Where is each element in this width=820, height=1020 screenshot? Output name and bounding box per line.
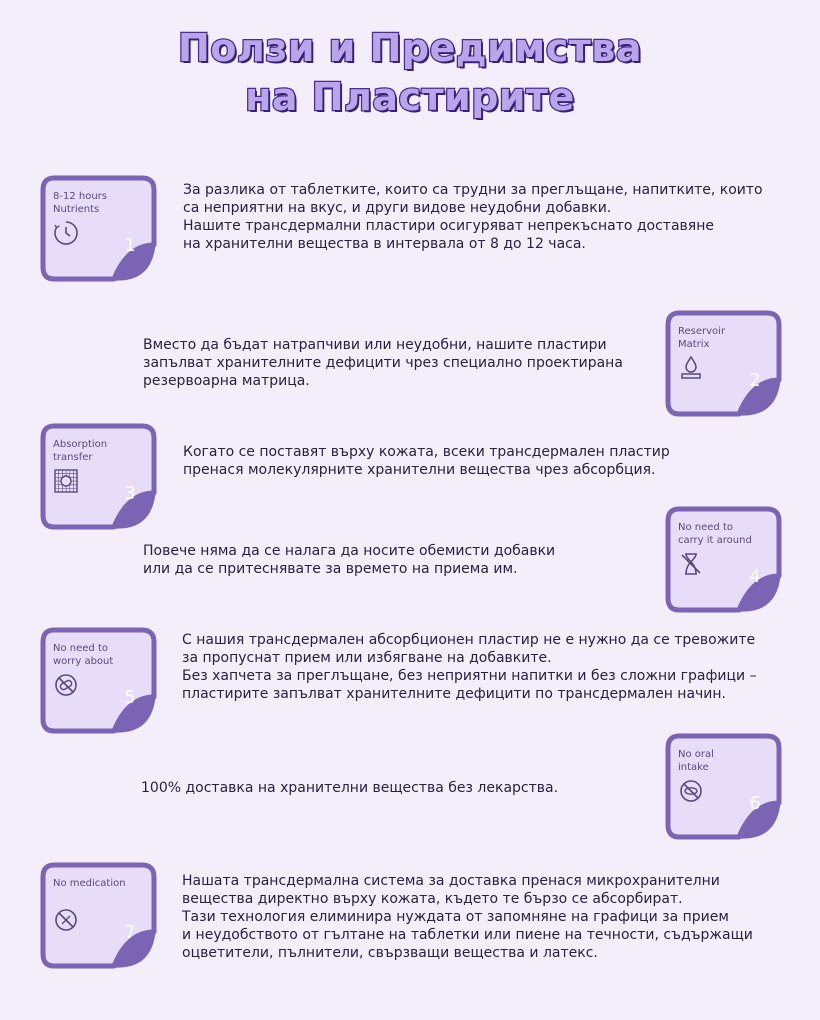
benefit-text-line: 100% доставка на хранителни вещества без лекарства. — [141, 780, 559, 796]
card-label-line: 8-12 hours — [53, 191, 107, 202]
card-number: 1 — [124, 235, 136, 256]
benefit-text-6 — [141, 779, 558, 797]
benefit-text-line: вещества директно върху кожата, където те бързо се абсорбират. — [182, 891, 683, 907]
card-label-line: transfer — [53, 452, 93, 463]
benefit-card-4 — [665, 506, 783, 614]
card-label-line: intake — [678, 762, 709, 773]
benefit-card-3 — [40, 423, 158, 531]
card-label — [53, 438, 149, 464]
benefit-card-5 — [40, 627, 158, 735]
card-number: 2 — [749, 370, 761, 391]
benefit-text-line: Без хапчета за преглъщане, без неприятни напитки и без сложни графици – — [182, 668, 757, 684]
benefit-text-7 — [182, 872, 753, 962]
card-label-line: No medication — [53, 878, 126, 889]
card-label — [53, 877, 149, 890]
card-label — [53, 642, 149, 668]
card-number: 5 — [124, 687, 136, 708]
card-label-line: Absorption — [53, 439, 108, 450]
card-label — [53, 190, 149, 216]
card-label-line: No need to — [53, 643, 108, 654]
card-label — [678, 521, 774, 547]
card-label-line: No oral — [678, 749, 714, 760]
card-label-line: Matrix — [678, 339, 710, 350]
card-label — [678, 748, 774, 774]
benefit-text-line: са неприятни на вкус, и други видове неудобни добавки. — [183, 200, 612, 216]
benefit-text-line: или да се притеснявате за времето на приема им. — [143, 561, 518, 577]
benefit-text-line: Нашата трансдермална система за доставка пренася микрохранителни — [182, 873, 720, 889]
card-label — [678, 325, 774, 351]
benefit-text-line: пластирите запълват хранителните дефицити по трансдермален начин. — [182, 686, 727, 702]
benefit-text-line: Повече няма да се налага да носите обемисти добавки — [143, 543, 556, 559]
card-number: 4 — [749, 566, 761, 587]
benefit-text-line: Тази технология елиминира нуждата от запомняне на графици за прием — [182, 909, 729, 925]
benefit-text-line: за пропуснат прием или избягване на добавките. — [182, 650, 552, 666]
card-number: 3 — [124, 483, 136, 504]
benefit-text-line: оцветители, пълнители, свързващи вещества и латекс. — [182, 945, 598, 961]
benefit-text-4 — [143, 542, 555, 578]
benefit-text-line: пренася молекулярните хранителни вещества чрез абсорбция. — [183, 462, 656, 478]
benefit-text-line: резервоарна матрица. — [143, 373, 310, 389]
benefit-card-7 — [40, 862, 158, 970]
card-number: 7 — [124, 922, 136, 943]
card-label-line: carry it around — [678, 535, 752, 546]
page-title-line-2: на Пластирите — [245, 75, 575, 119]
benefit-text-line: Нашите трансдермални пластири осигуряват непрекъснато доставяне — [183, 218, 714, 234]
benefit-text-line: С нашия трансдермален абсорбционен пластир не е нужно да се тревожите — [182, 632, 756, 648]
card-label-line: Nutrients — [53, 204, 100, 215]
card-label-line: worry about — [53, 656, 114, 667]
card-number: 6 — [749, 793, 761, 814]
benefit-text-line: Когато се поставят върху кожата, всеки трансдермален пластир — [183, 444, 670, 460]
card-label-line: Reservoir — [678, 326, 726, 337]
benefit-card-1 — [40, 175, 158, 283]
benefit-text-2 — [143, 336, 623, 390]
card-label-line: No need to — [678, 522, 733, 533]
benefit-text-5 — [182, 631, 757, 703]
benefit-text-3 — [183, 443, 670, 479]
benefit-text-line: запълват хранителните дефицити чрез специално проектирана — [143, 355, 623, 371]
page-title-line-1: Ползи и Предимства — [178, 26, 642, 70]
benefit-text-line: на хранителни вещества в интервала от 8 до 12 часа. — [183, 236, 586, 252]
benefit-text-line: За разлика от таблетките, които са трудни за преглъщане, напитките, които — [183, 182, 763, 198]
benefit-card-2 — [665, 310, 783, 418]
benefit-text-line: и неудобството от гълтане на таблетки или пиене на течности, съдържащи — [182, 927, 753, 943]
benefit-text-line: Вместо да бъдат натрапчиви или неудобни, нашите пластири — [143, 337, 607, 353]
benefit-card-6 — [665, 733, 783, 841]
benefit-text-1 — [183, 181, 763, 253]
